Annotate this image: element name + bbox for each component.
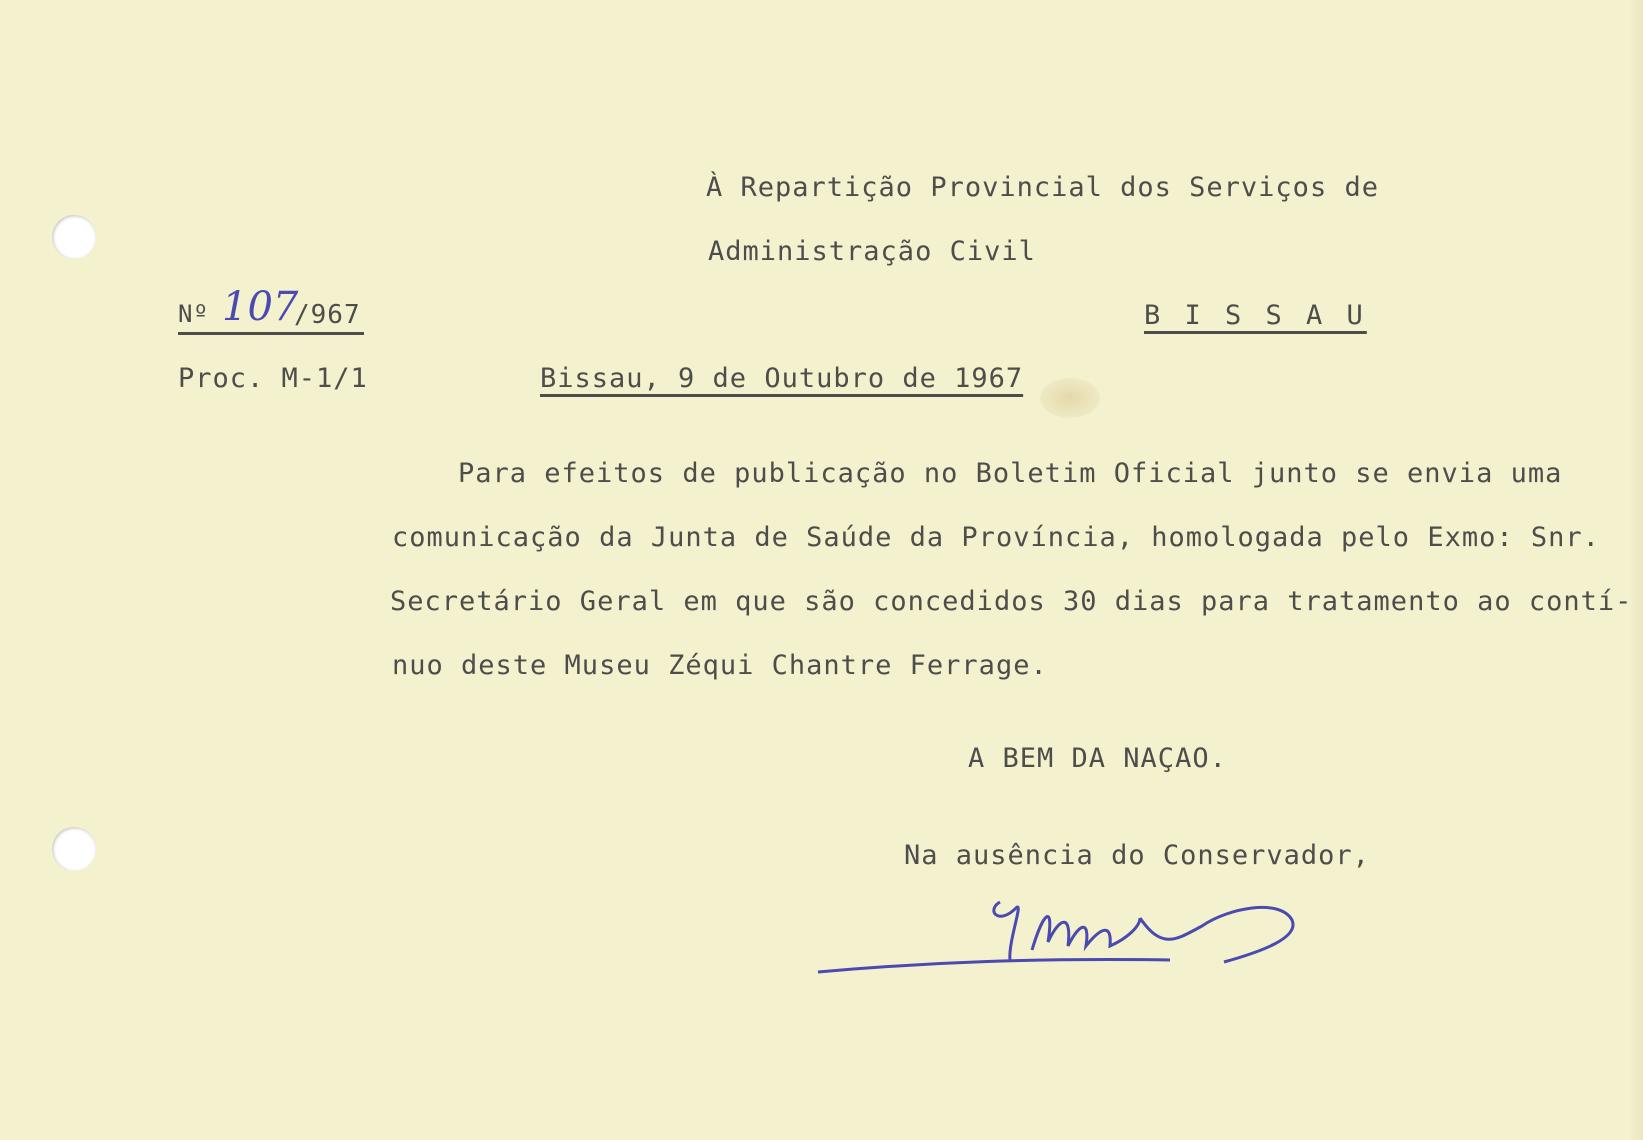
punch-hole-top (52, 215, 96, 259)
body-line-4: nuo deste Museu Zéqui Chantre Ferrage. (392, 650, 1048, 681)
handwritten-number: 107 (222, 284, 299, 330)
paper-stain (1040, 378, 1100, 418)
handwritten-signature (810, 880, 1310, 990)
number-underline (178, 332, 364, 335)
document-number (178, 284, 368, 340)
addressee-line-1: À Repartição Provincial dos Serviços de (706, 172, 1379, 203)
number-year: /967 (294, 300, 361, 330)
body-line-1: Para efeitos de publicação no Boletim Oficial junto se envia uma (458, 458, 1563, 489)
closing-formula: A BEM DA NAÇAO. (968, 743, 1227, 774)
number-prefix: Nº (178, 300, 209, 328)
signature-caption: Na ausência do Conservador, (904, 840, 1370, 871)
body-line-2: comunicação da Junta de Saúde da Província, homologada pelo Exmo: Snr. (392, 522, 1600, 553)
body-line-3: Secretário Geral em que são concedidos 30 dias para tratamento ao contí- (390, 586, 1633, 617)
addressee-line-2: Administração Civil (708, 236, 1036, 267)
date-line: Bissau, 9 de Outubro de 1967 (540, 363, 1024, 394)
punch-hole-bottom (52, 827, 96, 871)
city-heading: B I S S A U (1144, 300, 1367, 331)
paper-edge (1629, 0, 1643, 1140)
process-reference: Proc. M-1/1 (178, 363, 368, 394)
